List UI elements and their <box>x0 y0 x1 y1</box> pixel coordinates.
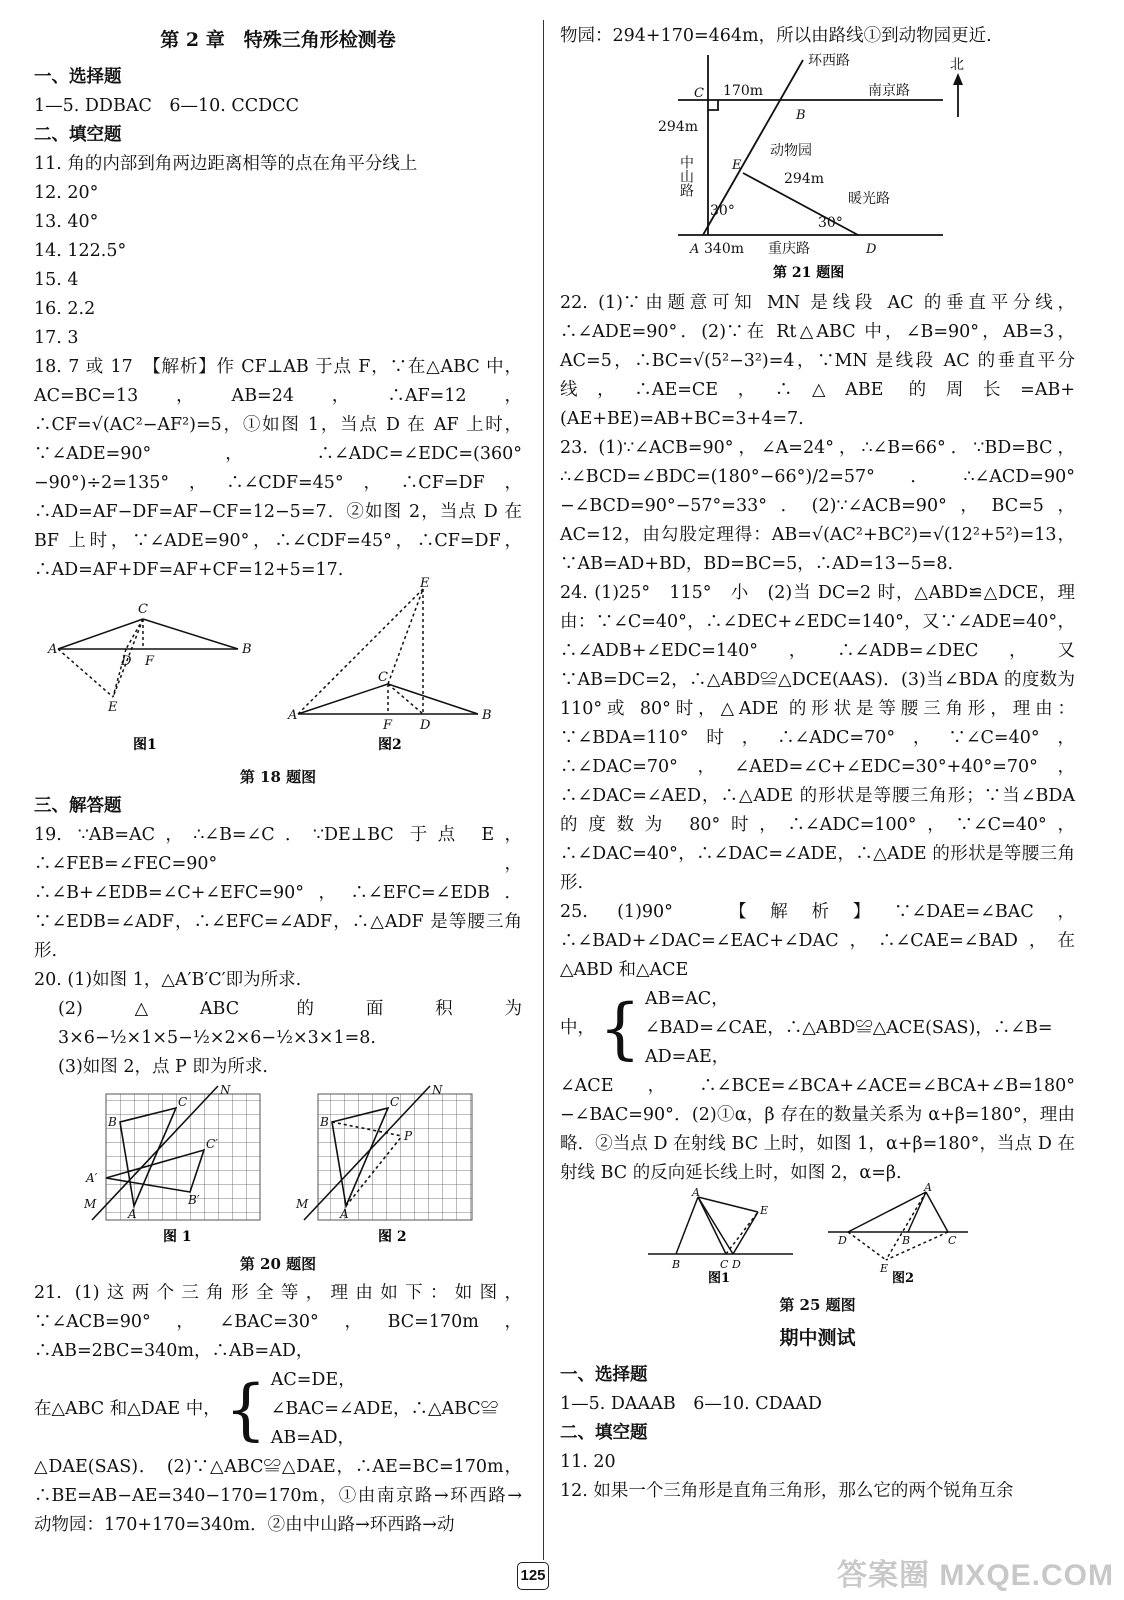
fig25-label-1: 图1 <box>707 1271 730 1286</box>
left-column <box>34 22 522 1540</box>
answer-22: 22. (1)∵由题意可知 MN 是线段 AC 的垂直平分线，∴∠ADE=90°．(2)∵在 Rt△ABC 中，∠B=90°，AB=3，AC=5，∴BC=√(5²−3²)=4，∵MN 是线段 AC 的垂直平分线，∴AE=CE，∴△ABE 的周长=AB+(AE+BE)=AB+BC=3+4=7. <box>560 293 1075 429</box>
svg-text:D: D <box>420 718 431 733</box>
chapter-title: 第 2 章 特殊三角形检测卷 <box>160 29 396 51</box>
answer-23: 23. (1)∵∠ACB=90°，∠A=24°，∴∠B=66°．∵BD=BC，∴∠BCD=∠BDC=(180°−66°)/2=57°．∴∠ACD=90°−∠BCD=90°−57°=33°．(2)∵∠ACB=90°，BC=5，AC=12，由勾股定理得：AB=√(AC²+BC²)=√(12²+5²)=13，∵AB=AD+BD，BD=BC=5，∴AD=13−5=8. <box>560 438 1075 574</box>
svg-text:N: N <box>432 1083 443 1097</box>
condition-2: ∠BAC=∠ADE，∴△ABC≌ <box>270 1399 499 1419</box>
svg-text:F: F <box>383 718 393 733</box>
answer-20-3: (3)如图 2，点 P 即为所求. <box>58 1057 268 1077</box>
midterm-title: 期中测试 <box>779 1327 856 1349</box>
svg-text:A: A <box>689 242 699 257</box>
svg-text:A: A <box>340 1207 349 1221</box>
answer-25-2: ∠ACE，∴∠BCE=∠BCA+∠ACE=∠BCA+∠B=180°−∠BAC=90°．(2)①α，β 存在的数量关系为 α+β=180°，理由略．②当点 D 在射线 BC 上时，如图 1，α+β=180°，当点 D 在射线 BC 的反向延长线上时，如图 2，α=β. <box>560 1076 1075 1183</box>
angle-30-a: 30° <box>709 203 735 219</box>
midterm-answer-11: 11. 20 <box>560 1452 616 1472</box>
answer-21-1: 21. (1)这两个三角形全等，理由如下：如图，∵∠ACB=90°，∠BAC=30°，BC=170m，∴AB=2BC=340m，∴AB=AD， <box>34 1283 522 1361</box>
figure-25-caption: 第 25 题图 <box>779 1296 856 1314</box>
svg-text:C: C <box>178 1095 188 1109</box>
dist-170: 170m <box>722 83 763 99</box>
road-nanjing: 南京路 <box>867 83 910 99</box>
figure-25 <box>648 1181 988 1287</box>
svg-text:D: D <box>731 1258 741 1271</box>
svg-text:P: P <box>404 1129 413 1143</box>
dist-340: 340m <box>703 241 744 257</box>
answer-19: 19. ∵AB=AC，∴∠B=∠C．∵DE⊥BC 于点 E，∴∠FEB=∠FEC=90°，∴∠B+∠EDB=∠C+∠EFC=90°，∴∠EFC=∠EDB．∵∠EDB=∠ADF，∴∠EFC=∠ADF，∴△ADF 是等腰三角形. <box>34 825 522 961</box>
answer-12: 12. 20° <box>34 183 99 203</box>
svg-text:M: M <box>296 1197 309 1211</box>
svg-text:E: E <box>420 576 430 591</box>
svg-text:C: C <box>138 602 148 617</box>
figure-20-caption: 第 20 题图 <box>239 1255 317 1273</box>
svg-text:B: B <box>242 642 252 657</box>
svg-text:C: C <box>390 1095 400 1109</box>
svg-text:C: C <box>719 1258 728 1271</box>
figure-21-map <box>657 53 968 285</box>
section-heading: 二、填空题 <box>560 1423 648 1443</box>
answer-14: 14. 122.5° <box>34 241 127 261</box>
svg-text:B: B <box>108 1115 117 1129</box>
svg-text:B: B <box>671 1258 680 1271</box>
svg-text:A: A <box>48 642 58 657</box>
svg-text:F: F <box>145 654 155 669</box>
svg-text:B: B <box>901 1234 910 1247</box>
svg-text:B: B <box>482 708 492 723</box>
fig18-label-1: 图1 <box>133 737 157 753</box>
condition-2: ∠BAD=∠CAE，∴△ABD≌△ACE(SAS)，∴∠B= <box>645 1018 1053 1038</box>
answer-11: 11. 角的内部到角两边距离相等的点在角平分线上 <box>34 154 418 174</box>
fig18-label-2: 图2 <box>378 737 402 753</box>
svg-text:D: D <box>837 1234 847 1247</box>
svg-text:N: N <box>220 1083 231 1097</box>
svg-text:D: D <box>121 654 132 669</box>
svg-text:A: A <box>288 708 298 723</box>
answer-13: 13. 40° <box>34 212 99 232</box>
angle-30-b: 30° <box>817 215 843 231</box>
answer-21-cont: 物园：294+170=464m，所以由路线①到动物园更近. <box>560 26 992 46</box>
condition-1: AC=DE， <box>270 1370 356 1390</box>
road-huanxi: 环西路 <box>807 53 850 69</box>
choice-answers: 1—5. DDBAC 6—10. CCDCC <box>34 96 299 116</box>
svg-text:C: C <box>378 670 388 685</box>
figure-20 <box>78 1083 478 1246</box>
fig20-label-2: 图 2 <box>378 1229 407 1245</box>
answer-17: 17. 3 <box>34 328 79 348</box>
page-number: 125 <box>517 1562 549 1590</box>
svg-text:E: E <box>108 700 118 715</box>
north-label: 北 <box>949 57 964 73</box>
condition-3: AD=AE， <box>645 1047 730 1067</box>
fig25-label-2: 图2 <box>891 1271 914 1286</box>
road-nuanguang: 暖光路 <box>847 191 890 207</box>
answer-20-2: (2)△ABC 的面积为 3×6−½×1×5−½×2×6−½×3×1=8. <box>58 999 522 1048</box>
condition-1: AB=AC， <box>645 989 729 1009</box>
svg-text:C: C <box>693 86 704 101</box>
section-heading: 三、解答题 <box>34 796 122 816</box>
svg-text:B′: B′ <box>188 1193 200 1207</box>
dist-294-vertical: 294m <box>657 119 698 135</box>
dist-294-diag: 294m <box>783 171 824 187</box>
svg-text:C′: C′ <box>206 1137 218 1151</box>
road-zhongshan: 中山路 <box>677 155 694 197</box>
answer-21-2: △DAE(SAS)． (2)∵△ABC≌△DAE，∴AE=BC=170m，∴BE=AB−AE=340−170=170m，①由南京路→环西路→动物园：170+170=340m．②由中山路→环西路→动 <box>34 1457 522 1535</box>
svg-text:A: A <box>923 1181 932 1194</box>
svg-text:E: E <box>731 158 741 173</box>
right-column <box>560 22 1075 1506</box>
road-chongqing: 重庆路 <box>767 241 810 257</box>
brace-icon: { <box>599 989 641 1067</box>
answer-16: 16. 2.2 <box>34 299 96 319</box>
zoo-label: 动物园 <box>769 143 812 159</box>
answer-25-system <box>560 985 1075 1072</box>
svg-text:E: E <box>759 1204 768 1217</box>
watermark: 答案圈 MXQE.COM <box>836 1559 1114 1592</box>
section-heading: 一、选择题 <box>560 1365 648 1385</box>
system-lead: 在△ABC 和△DAE 中， <box>34 1399 221 1419</box>
svg-text:A: A <box>128 1207 137 1221</box>
column-divider <box>543 20 544 1560</box>
section-heading: 一、选择题 <box>34 67 122 87</box>
svg-text:B: B <box>795 108 806 123</box>
svg-text:A: A <box>691 1186 700 1199</box>
answer-21-system <box>34 1366 522 1453</box>
svg-text:E: E <box>879 1262 888 1275</box>
answer-25-1: 25. (1)90° 【解析】∵∠DAE=∠BAC，∴∠BAD+∠DAC=∠EAC+∠DAC，∴∠CAE=∠BAD，在△ABD 和△ACE <box>560 902 1075 980</box>
brace-icon: { <box>224 1370 267 1448</box>
answer-20-1: 20. (1)如图 1，△A′B′C′即为所求. <box>34 970 302 990</box>
svg-text:D: D <box>865 242 876 257</box>
condition-3: AB=AD， <box>270 1428 356 1448</box>
midterm-answer-12: 12. 如果一个三角形是直角三角形，那么它的两个锐角互余 <box>560 1481 1014 1501</box>
figure-18-caption: 第 18 题图 <box>239 768 317 786</box>
midterm-choice-answers: 1—5. DAAAB 6—10. CDAAD <box>560 1394 822 1414</box>
fig20-label-1: 图 1 <box>163 1229 192 1245</box>
figure-21-caption: 第 21 题图 <box>772 265 844 281</box>
north-arrow-icon <box>953 73 963 85</box>
figure-18 <box>48 576 508 759</box>
system-lead: 中， <box>560 1018 595 1038</box>
svg-text:B: B <box>320 1115 329 1129</box>
svg-text:M: M <box>84 1197 97 1211</box>
answer-18: 18. 7 或 17 【解析】作 CF⊥AB 于点 F，∵在△ABC 中，AC=BC=13，AB=24，∴AF=12，∴CF=√(AC²−AF²)=5，①如图 1，当点 D 在 AF 上时，∵∠ADE=90°，∴∠ADC=∠EDC=(360°−90°)÷2=135°，∴∠CDF=45°，∴CF=DF，∴AD=AF−DF=AF−CF=12−5=7．②如图 2，当点 D 在 BF 上时，∵∠ADE=90°，∴∠CDF=45°，∴CF=DF，∴AD=AF+DF=AF+CF=12+5=17. <box>34 357 522 580</box>
answer-15: 15. 4 <box>34 270 79 290</box>
answer-24: 24. (1)25° 115° 小 (2)当 DC=2 时，△ABD≌△DCE，理由：∵∠C=40°，∴∠DEC+∠EDC=140°，又∵∠ADE=40°，∴∠ADB+∠EDC=140°，∴∠ADB=∠DEC，又∵AB=DC=2，∴△ABD≌△DCE(AAS)．(3)当∠BDA 的度数为 110°或 80°时，△ADE 的形状是等腰三角形，理由：∵∠BDA=110°时，∴∠ADC=70°，∵∠C=40°，∴∠DAC=70°，∠AED=∠C+∠EDC=30°+40°=70°，∴∠DAC=∠AED，∴△ADE 的形状是等腰三角形；∵当∠BDA 的度数为 80°时，∴∠ADC=100°，∵∠C=40°，∴∠DAC=40°，∴∠DAC=∠ADE，∴△ADE 的形状是等腰三角形. <box>560 583 1075 893</box>
svg-text:C: C <box>947 1234 956 1247</box>
section-heading: 二、填空题 <box>34 125 122 145</box>
svg-text:A′: A′ <box>86 1171 98 1185</box>
